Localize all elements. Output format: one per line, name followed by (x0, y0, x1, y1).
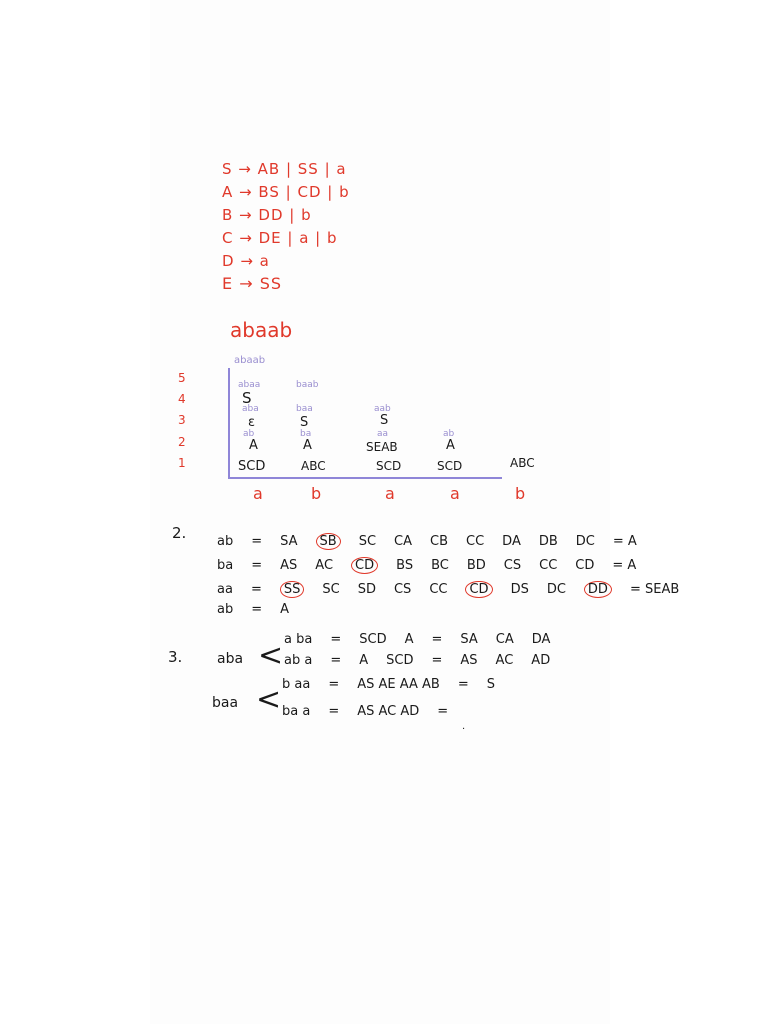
token: DA (502, 534, 521, 549)
table-axis-vertical (228, 368, 230, 478)
row-number-3: 3 (178, 413, 186, 427)
product: AS AC AD (357, 704, 420, 719)
circled-token: CD (465, 581, 492, 598)
token: SC (358, 534, 377, 549)
section2-line (217, 602, 307, 617)
token: CB (430, 534, 449, 549)
cell-value: SCD (386, 653, 414, 668)
line-result: = A (612, 558, 637, 573)
table-cell: SCD (238, 459, 266, 474)
token: CS (503, 558, 522, 573)
cell-substring: baa (296, 404, 313, 414)
table-cell: S (300, 415, 309, 430)
grammar-rule-e: E → SS (222, 274, 282, 293)
token: AS (460, 653, 478, 668)
table-top-label: abaab (234, 355, 266, 366)
grammar-rule-d: D → a (222, 252, 270, 270)
grammar-rule-a: A → BS | CD | b (222, 183, 350, 201)
circled-token: SB (316, 533, 341, 550)
token: DS (510, 582, 529, 597)
line-lhs: ab (217, 534, 234, 549)
section-number: 3. (168, 648, 183, 666)
grammar-rule-s: S → AB | SS | a (222, 160, 347, 178)
section2-line (217, 533, 655, 550)
token: CA (394, 534, 413, 549)
product: SCD (359, 632, 387, 647)
token: SC (322, 582, 340, 597)
token: AS (280, 558, 298, 573)
equals-sign: = (330, 632, 342, 647)
table-cell: ABC (510, 456, 535, 470)
section2-line (217, 581, 697, 598)
token: CD (575, 558, 595, 573)
equals-sign: = (251, 558, 263, 573)
line-lhs: aa (217, 582, 233, 597)
product: AS AE AA AB (357, 677, 440, 692)
section2-line (217, 557, 654, 574)
equals-sign: = (328, 704, 340, 719)
cell-substring: ab (443, 429, 455, 439)
token: CC (429, 582, 448, 597)
cell-substring: abaa (238, 380, 261, 390)
token: A (280, 602, 290, 617)
line-lhs: ba (217, 558, 234, 573)
table-cell: SCD (437, 459, 463, 473)
token: BC (431, 558, 449, 573)
table-axis-horizontal (228, 477, 502, 479)
split: ba a (282, 704, 311, 719)
brace-icon: < (256, 682, 282, 717)
column-label: a (253, 484, 263, 503)
group-lhs: aba (217, 651, 244, 667)
token: CA (495, 632, 514, 647)
table-cell: SEAB (366, 440, 398, 454)
token: DC (546, 582, 566, 597)
row-number-2: 2 (178, 435, 186, 449)
column-label: a (450, 484, 460, 503)
token: CC (539, 558, 558, 573)
grammar-rule-b: B → DD | b (222, 206, 312, 224)
cell-value: A (404, 632, 414, 647)
equals-sign: = (251, 534, 263, 549)
row-number-4: 4 (178, 392, 186, 406)
table-cell: S (242, 389, 252, 407)
circled-token: DD (584, 581, 612, 598)
table-cell: A (446, 438, 455, 453)
equals-sign: = (330, 653, 342, 668)
equals-sign: = (431, 632, 443, 647)
token: SD (357, 582, 376, 597)
stray-dot: · (462, 724, 466, 735)
section3-line (284, 653, 568, 668)
token: SA (460, 632, 478, 647)
token: BS (396, 558, 414, 573)
token: BD (466, 558, 486, 573)
equals-sign: = (437, 704, 449, 719)
line-result: = SEAB (629, 582, 680, 597)
token: CS (393, 582, 412, 597)
token: AD (531, 653, 551, 668)
equals-sign: = (251, 602, 263, 617)
token: SA (280, 534, 298, 549)
token: DC (575, 534, 595, 549)
column-label: b (311, 484, 322, 503)
line-lhs: ab (217, 602, 234, 617)
equals-sign: = (328, 677, 340, 692)
equals-sign: = (431, 653, 443, 668)
split: a ba (284, 632, 313, 647)
circled-token: SS (280, 581, 305, 598)
table-cell: ABC (301, 459, 326, 473)
section-number: 2. (172, 524, 187, 542)
table-cell: ε (248, 415, 256, 430)
token: AC (495, 653, 514, 668)
split: b aa (282, 677, 311, 692)
cell-substring: aa (377, 429, 389, 439)
grammar-rule-c: C → DE | a | b (222, 229, 338, 247)
circled-token: CD (351, 557, 378, 574)
paper-sheet (150, 0, 610, 1024)
cell-substring: aab (374, 404, 391, 414)
column-label: a (385, 484, 395, 503)
table-cell: A (303, 438, 312, 453)
table-cell: A (249, 438, 258, 453)
section3-line (282, 704, 466, 719)
token: DB (538, 534, 558, 549)
row-number-1: 1 (178, 456, 186, 470)
product: A (359, 653, 369, 668)
cell-substring: aba (242, 404, 259, 414)
input-string: abaab (230, 318, 293, 342)
group-lhs: baa (212, 695, 239, 711)
token: S (486, 677, 496, 692)
token: AC (315, 558, 334, 573)
line-result: = A (612, 534, 637, 549)
section3-line (284, 632, 568, 647)
table-cell: SCD (376, 459, 402, 473)
brace-icon: < (258, 638, 284, 673)
cell-substring: baab (296, 380, 319, 390)
cell-substring: ba (300, 429, 312, 439)
equals-sign: = (457, 677, 469, 692)
cell-substring: ab (243, 429, 255, 439)
table-cell: S (380, 413, 389, 428)
equals-sign: = (250, 582, 262, 597)
token: DA (531, 632, 551, 647)
split: ab a (284, 653, 313, 668)
token: CC (466, 534, 485, 549)
row-number-5: 5 (178, 371, 186, 385)
column-label: b (515, 484, 526, 503)
section3-line (282, 677, 513, 692)
